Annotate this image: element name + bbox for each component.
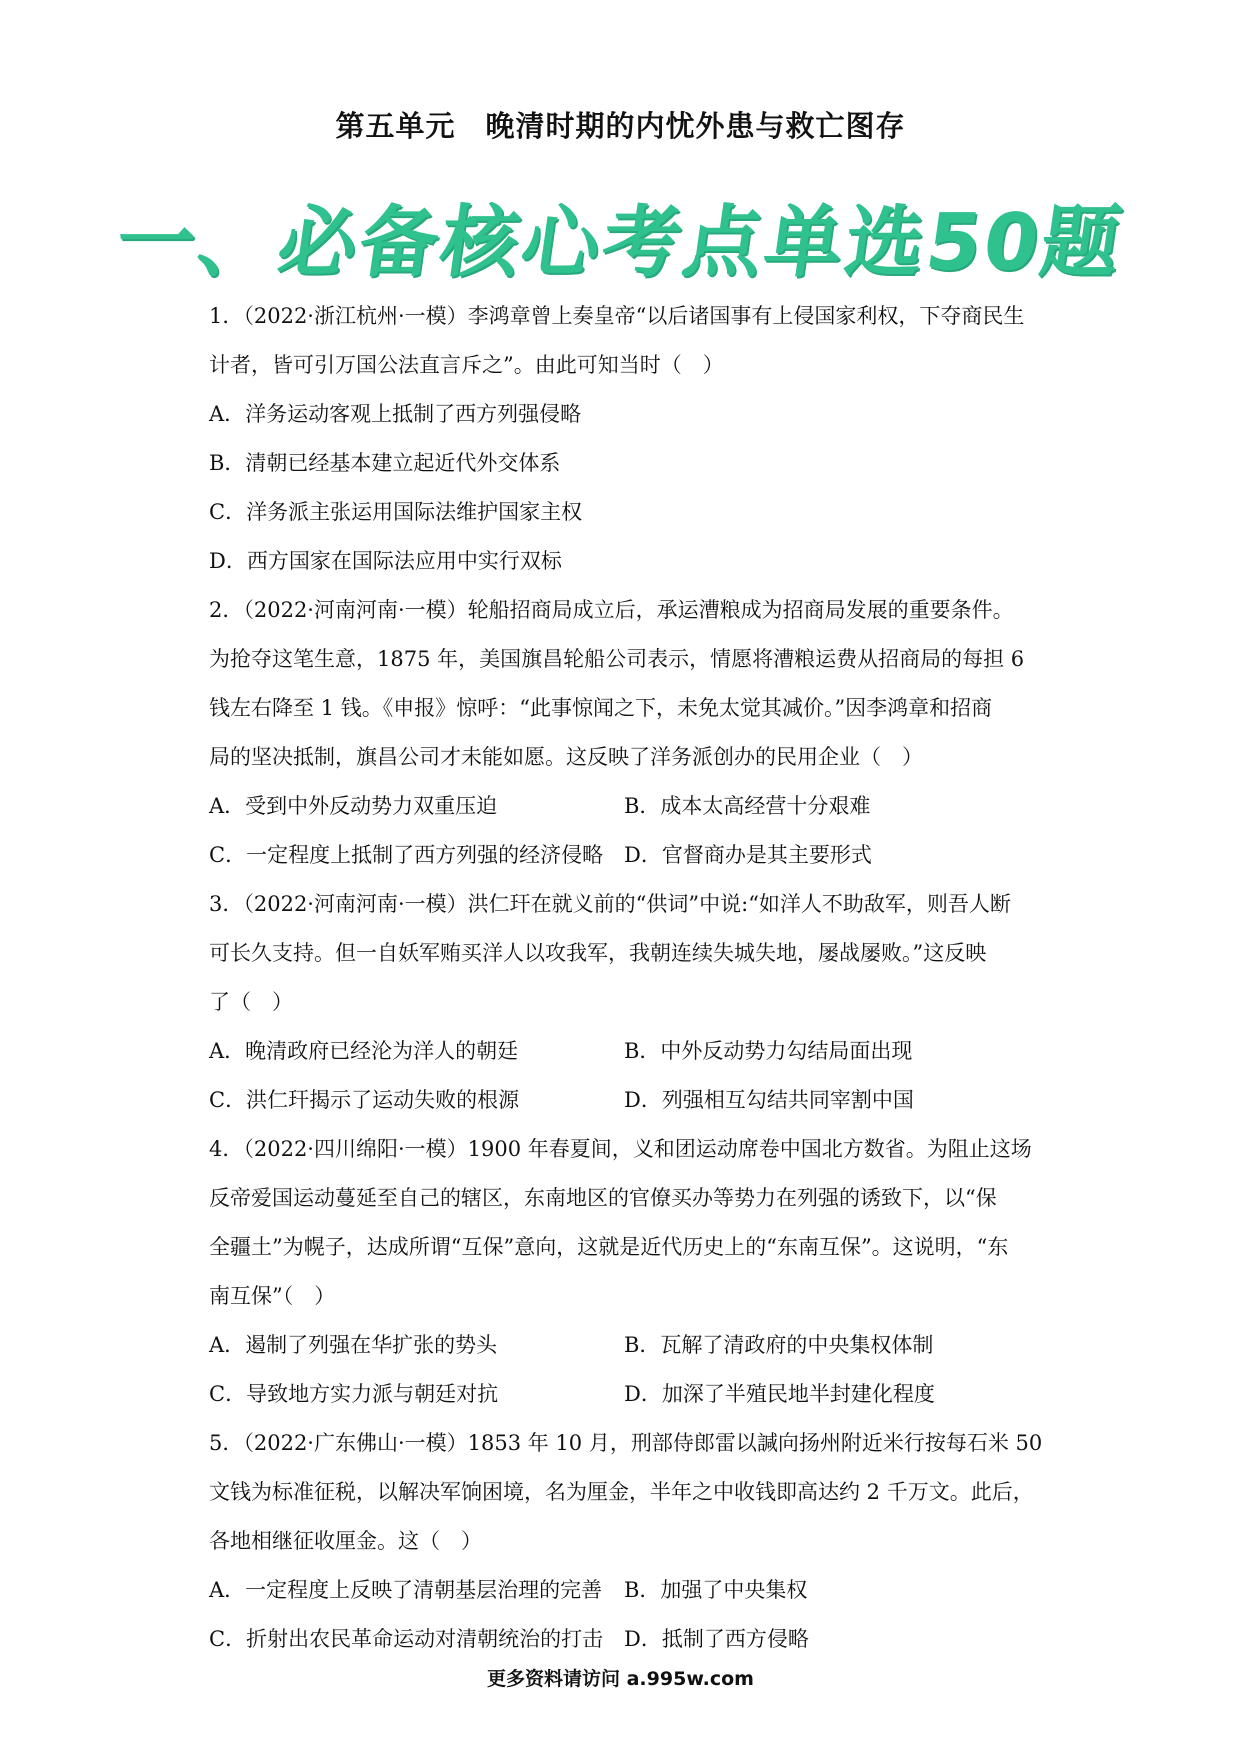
option-row: [209, 1566, 1039, 1615]
question-stem-line: 钱左右降至 1 钱。《申报》惊呼：“此事惊闻之下，未免太觉其减价。”因李鸿章和招商: [209, 696, 993, 720]
option-row: [209, 1321, 1039, 1370]
page-title: 第五单元 晚清时期的内忧外患与救亡图存: [335, 109, 906, 143]
answer-option: D．加深了半殖民地半封建化程度: [624, 1382, 935, 1406]
option-row: [209, 1076, 1039, 1125]
question-4: [209, 1125, 1039, 1419]
answer-option: A．受到中外反动势力双重压迫: [209, 794, 498, 818]
answer-option: C．折射出农民革命运动对清朝统治的打击: [209, 1627, 604, 1651]
option-row: [209, 1370, 1039, 1419]
option-row: [209, 488, 1039, 537]
question-stem-line: 2．（2022·河南河南·一模）轮船招商局成立后，承运漕粮成为招商局发展的重要条件。: [209, 598, 1014, 622]
option-row: [209, 831, 1039, 880]
question-stem-line: 文钱为标准征税，以解决军饷困境，名为厘金，半年之中收钱即高达约 2 千万文。此后，: [209, 1480, 1034, 1504]
answer-option: B．加强了中央集权: [624, 1578, 808, 1602]
question-stem-line: 5．（2022·广东佛山·一模）1853 年 10 月，刑部侍郎雷以諴向扬州附近米行按每石米 50: [209, 1431, 1043, 1455]
option-row: [209, 390, 1039, 439]
section-banner: 一、必备核心考点单选50题: [110, 198, 1129, 288]
question-5: [209, 1419, 1043, 1664]
answer-option: C．洋务派主张运用国际法维护国家主权: [209, 500, 583, 524]
option-row: [209, 782, 1039, 831]
answer-option: D．列强相互勾结共同宰割中国: [624, 1088, 914, 1112]
option-row: [209, 439, 1039, 488]
answer-option: A．洋务运动客观上抵制了西方列强侵略: [209, 402, 582, 426]
question-stem-line: 3．（2022·河南河南·一模）洪仁玕在就义前的“供词”中说:“如洋人不助敌军，则吾人断: [209, 892, 1011, 916]
question-stem-line: 局的坚决抵制，旗昌公司才未能如愿。这反映了洋务派创办的民用企业（ ）: [209, 745, 923, 769]
question-stem-line: 南互保”（ ）: [209, 1284, 336, 1308]
answer-option: D．抵制了西方侵略: [624, 1627, 809, 1651]
question-3: [209, 880, 1039, 1125]
question-stem-line: 各地相继征收厘金。这（ ）: [209, 1529, 482, 1553]
answer-option: A．遏制了列强在华扩张的势头: [209, 1333, 498, 1357]
answer-option: D．西方国家在国际法应用中实行双标: [209, 549, 562, 573]
question-stem-line: 可长久支持。但一自妖军贿买洋人以攻我军，我朝连续失城失地，屡战屡败。”这反映: [209, 941, 987, 965]
answer-option: C．导致地方实力派与朝廷对抗: [209, 1382, 499, 1406]
answer-option: B．中外反动势力勾结局面出现: [624, 1039, 913, 1063]
answer-option: B．瓦解了清政府的中央集权体制: [624, 1333, 934, 1357]
answer-option: C．一定程度上抵制了西方列强的经济侵略: [209, 843, 604, 867]
question-stem-line: 全疆土”为幌子，达成所谓“互保”意向，这就是近代历史上的“东南互保”。这说明，“东: [209, 1235, 1009, 1259]
question-stem-line: 1．（2022·浙江杭州·一模）李鸿章曾上奏皇帝“以后诸国事有上侵国家利权，下夺商民生: [209, 304, 1025, 328]
answer-option: A．一定程度上反映了清朝基层治理的完善: [209, 1578, 603, 1602]
answer-option: C．洪仁玕揭示了运动失败的根源: [209, 1088, 520, 1112]
option-row: [209, 537, 1039, 586]
question-2: [209, 586, 1039, 880]
option-row: [209, 1615, 1039, 1664]
question-stem-line: 了（ ）: [209, 990, 293, 1014]
answer-option: B．成本太高经营十分艰难: [624, 794, 871, 818]
question-stem-line: 4．（2022·四川绵阳·一模）1900 年春夏间，义和团运动席卷中国北方数省。为阻止这场: [209, 1137, 1032, 1161]
question-1: [209, 292, 1039, 586]
question-stem-line: 为抢夺这笔生意，1875 年，美国旗昌轮船公司表示，情愿将漕粮运费从招商局的每担 6: [209, 647, 1025, 671]
answer-option: D．官督商办是其主要形式: [624, 843, 872, 867]
option-row: [209, 1027, 1039, 1076]
footer-link[interactable]: 更多资料请访问 a.995w.com: [487, 1668, 754, 1690]
question-list: [209, 292, 1043, 1664]
question-stem-line: 计者，皆可引万国公法直言斥之”。由此可知当时（ ）: [209, 353, 724, 377]
answer-option: B．清朝已经基本建立起近代外交体系: [209, 451, 561, 475]
question-stem-line: 反帝爱国运动蔓延至自己的辖区，东南地区的官僚买办等势力在列强的诱致下，以“保: [209, 1186, 997, 1210]
answer-option: A．晚清政府已经沦为洋人的朝廷: [209, 1039, 519, 1063]
